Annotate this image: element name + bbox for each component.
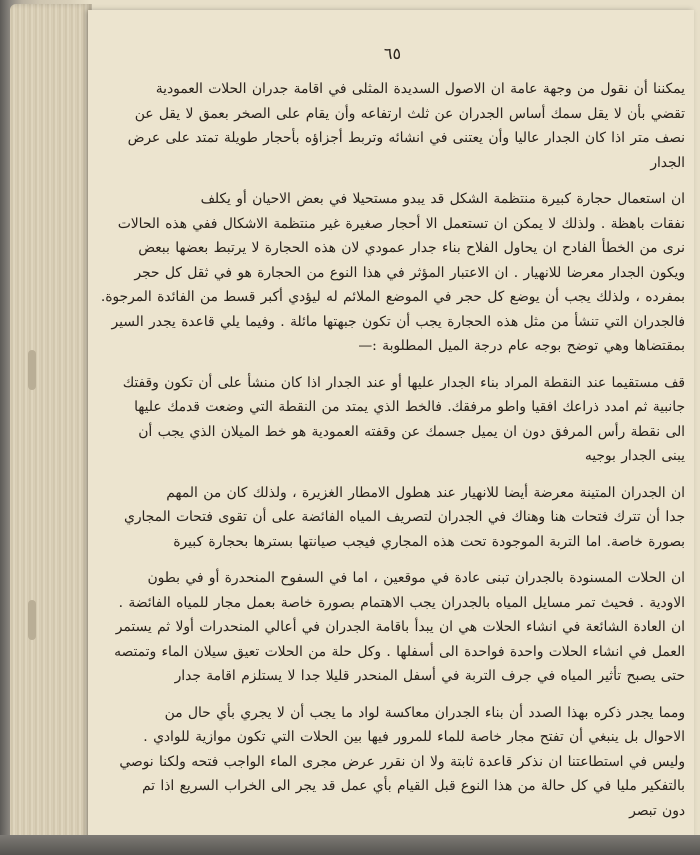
bottom-cover-edge [0, 835, 700, 855]
paragraph-5 [100, 566, 685, 689]
paragraph-3 [100, 371, 685, 469]
text-line: نفقات باهظة . ولذلك لا يمكن ان تستعمل الا أحجار صغيرة غير منتظمة الاشكال ففي هذه الحالات [117, 215, 685, 232]
page-edge-notch [28, 350, 36, 390]
text-line: قف مستقيما عند النقطة المراد بناء الجدار عليها أو عند الجدار اذا كان منشأ على أن تكون وقفتك [122, 374, 685, 391]
page-edge-notch [28, 600, 36, 640]
text-line: يبنى الجدار بوجيه [584, 448, 685, 464]
book-page-edges [10, 4, 92, 847]
text-line: الاودية . فحيث تمر مسايل المياه بالجدران يجب الاهتمام بصورة خاصة بعمل مجار للمياه الفائضة . [118, 594, 685, 611]
paragraph-2 [100, 187, 685, 359]
text-line: الاحوال بل ينبغي أن تفتح مجار خاصة للماء للمرور فيها بين الحلات التي تكون موازية للوادي . [143, 729, 685, 745]
text-line: بالتفكير مليا في كل حالة من هذا النوع قبل القيام بأي عمل قد يجر الى الخراب السريع اذا تم [141, 778, 685, 794]
text-line: نرى من الخطأ الفادح ان يحاول الفلاح بناء جدار عمودي لان هذه الحجارة لا يرتبط بعضها ببعض [138, 240, 685, 256]
text-line: العمل في انشاء الحلات واحدة فواحدة الى أسفلها . وكل حلة من الحلات تعيق سيلان الماء وتمتصه [114, 643, 685, 660]
page-number: ٦٥ [383, 44, 402, 63]
paragraph-1 [100, 77, 685, 175]
paragraph-6 [100, 701, 685, 824]
text-line: الى نقطة رأس المرفق دون ان يميل جسمك عن وقفته العمودية هو خط الميلان الذي يجب أن [138, 423, 685, 440]
paragraph-4 [100, 481, 685, 555]
text-line: ان الحلات المسنودة بالجدران تبنى عادة في موقعين ، اما في السفوح المنحدرة أو في بطون [147, 570, 685, 586]
text-line: يمكننا أن نقول من وجهة عامة ان الاصول السديدة المثلى في اقامة جدران الحلات العمودية [155, 81, 685, 97]
text-line: الجدار [650, 154, 685, 171]
text-line: جدا أن تترك فتحات هنا وهناك في الجدران لتصريف المياه الفائضة على أن تقوى فتحات المجاري [124, 509, 685, 525]
text-line: حتى يصبح تأثير المياه في جرف التربة في أسفل المنحدر قليلا جدا لا يستلزم اقامة جدار [174, 668, 685, 684]
text-line: نصف متر اذا كان الجدار عاليا وأن يعتنى في انشائه وتربط أجزاؤه بأحجار طويلة تمتد على عرض [127, 130, 685, 146]
text-line: ان استعمال حجارة كبيرة منتظمة الشكل قد يبدو مستحيلا في بعض الاحيان أو يكلف [200, 191, 685, 207]
text-line: بمقتضاها وهي توضح بوجه عام درجة الميل المطلوبة :— [358, 338, 685, 354]
text-line: تقضي بأن لا يقل سمك أساس الجدران عن ثلث ارتفاعه وأن يقام على الصخر بعمق لا يقل عن [134, 105, 685, 122]
text-line: دون تبصر [629, 802, 685, 819]
text-line: فالجدران التي تنشأ من مثل هذه الحجارة يجب أن تكون جبهتها مائلة . وفيما يلي قاعدة يجدر السير [111, 313, 685, 330]
text-line: بمفرده ، ولذلك يجب أن يوضع كل حجر في الموضع الملائم له ليؤدي أكبر قسط من الفائدة المرجوة. [100, 289, 685, 305]
text-line: جانبية ثم امدد ذراعك افقيا واطو مرفقك. فالخط الذي يمتد من النقطة التي وضعت قدمك عليها [134, 399, 685, 415]
text-line: ان العادة الشائعة في انشاء الحلات هي ان يبدأ باقامة الجدران في أعالي المنحدرات أولا ثم يستمر [115, 619, 685, 635]
text-line: ان الجدران المتينة معرضة أيضا للانهيار عند هطول الامطار الغزيرة ، ولذلك كان من المهم [166, 484, 685, 501]
text-line: ويكون الجدار معرضا للانهيار . ان الاعتبار المؤثر في هذا النوع من الحجارة هو في ثقل كل حجر [134, 264, 685, 281]
text-line: بصورة خاصة. اما التربة الموجودة تحت هذه المجاري فيجب صيانتها بسترها بحجارة كبيرة [173, 533, 685, 550]
text-line: ومما يجدر ذكره بهذا الصدد أن بناء الجدران معاكسة لواد ما يجب أن لا يجري بأي حال من [164, 704, 685, 721]
text-line: وليس في استطاعتنا ان نذكر قاعدة ثابتة ولا ان نقرر عرض مجرى الماء الواجب فتحه ولكنا نوصي [119, 753, 685, 770]
page-content [100, 44, 685, 835]
